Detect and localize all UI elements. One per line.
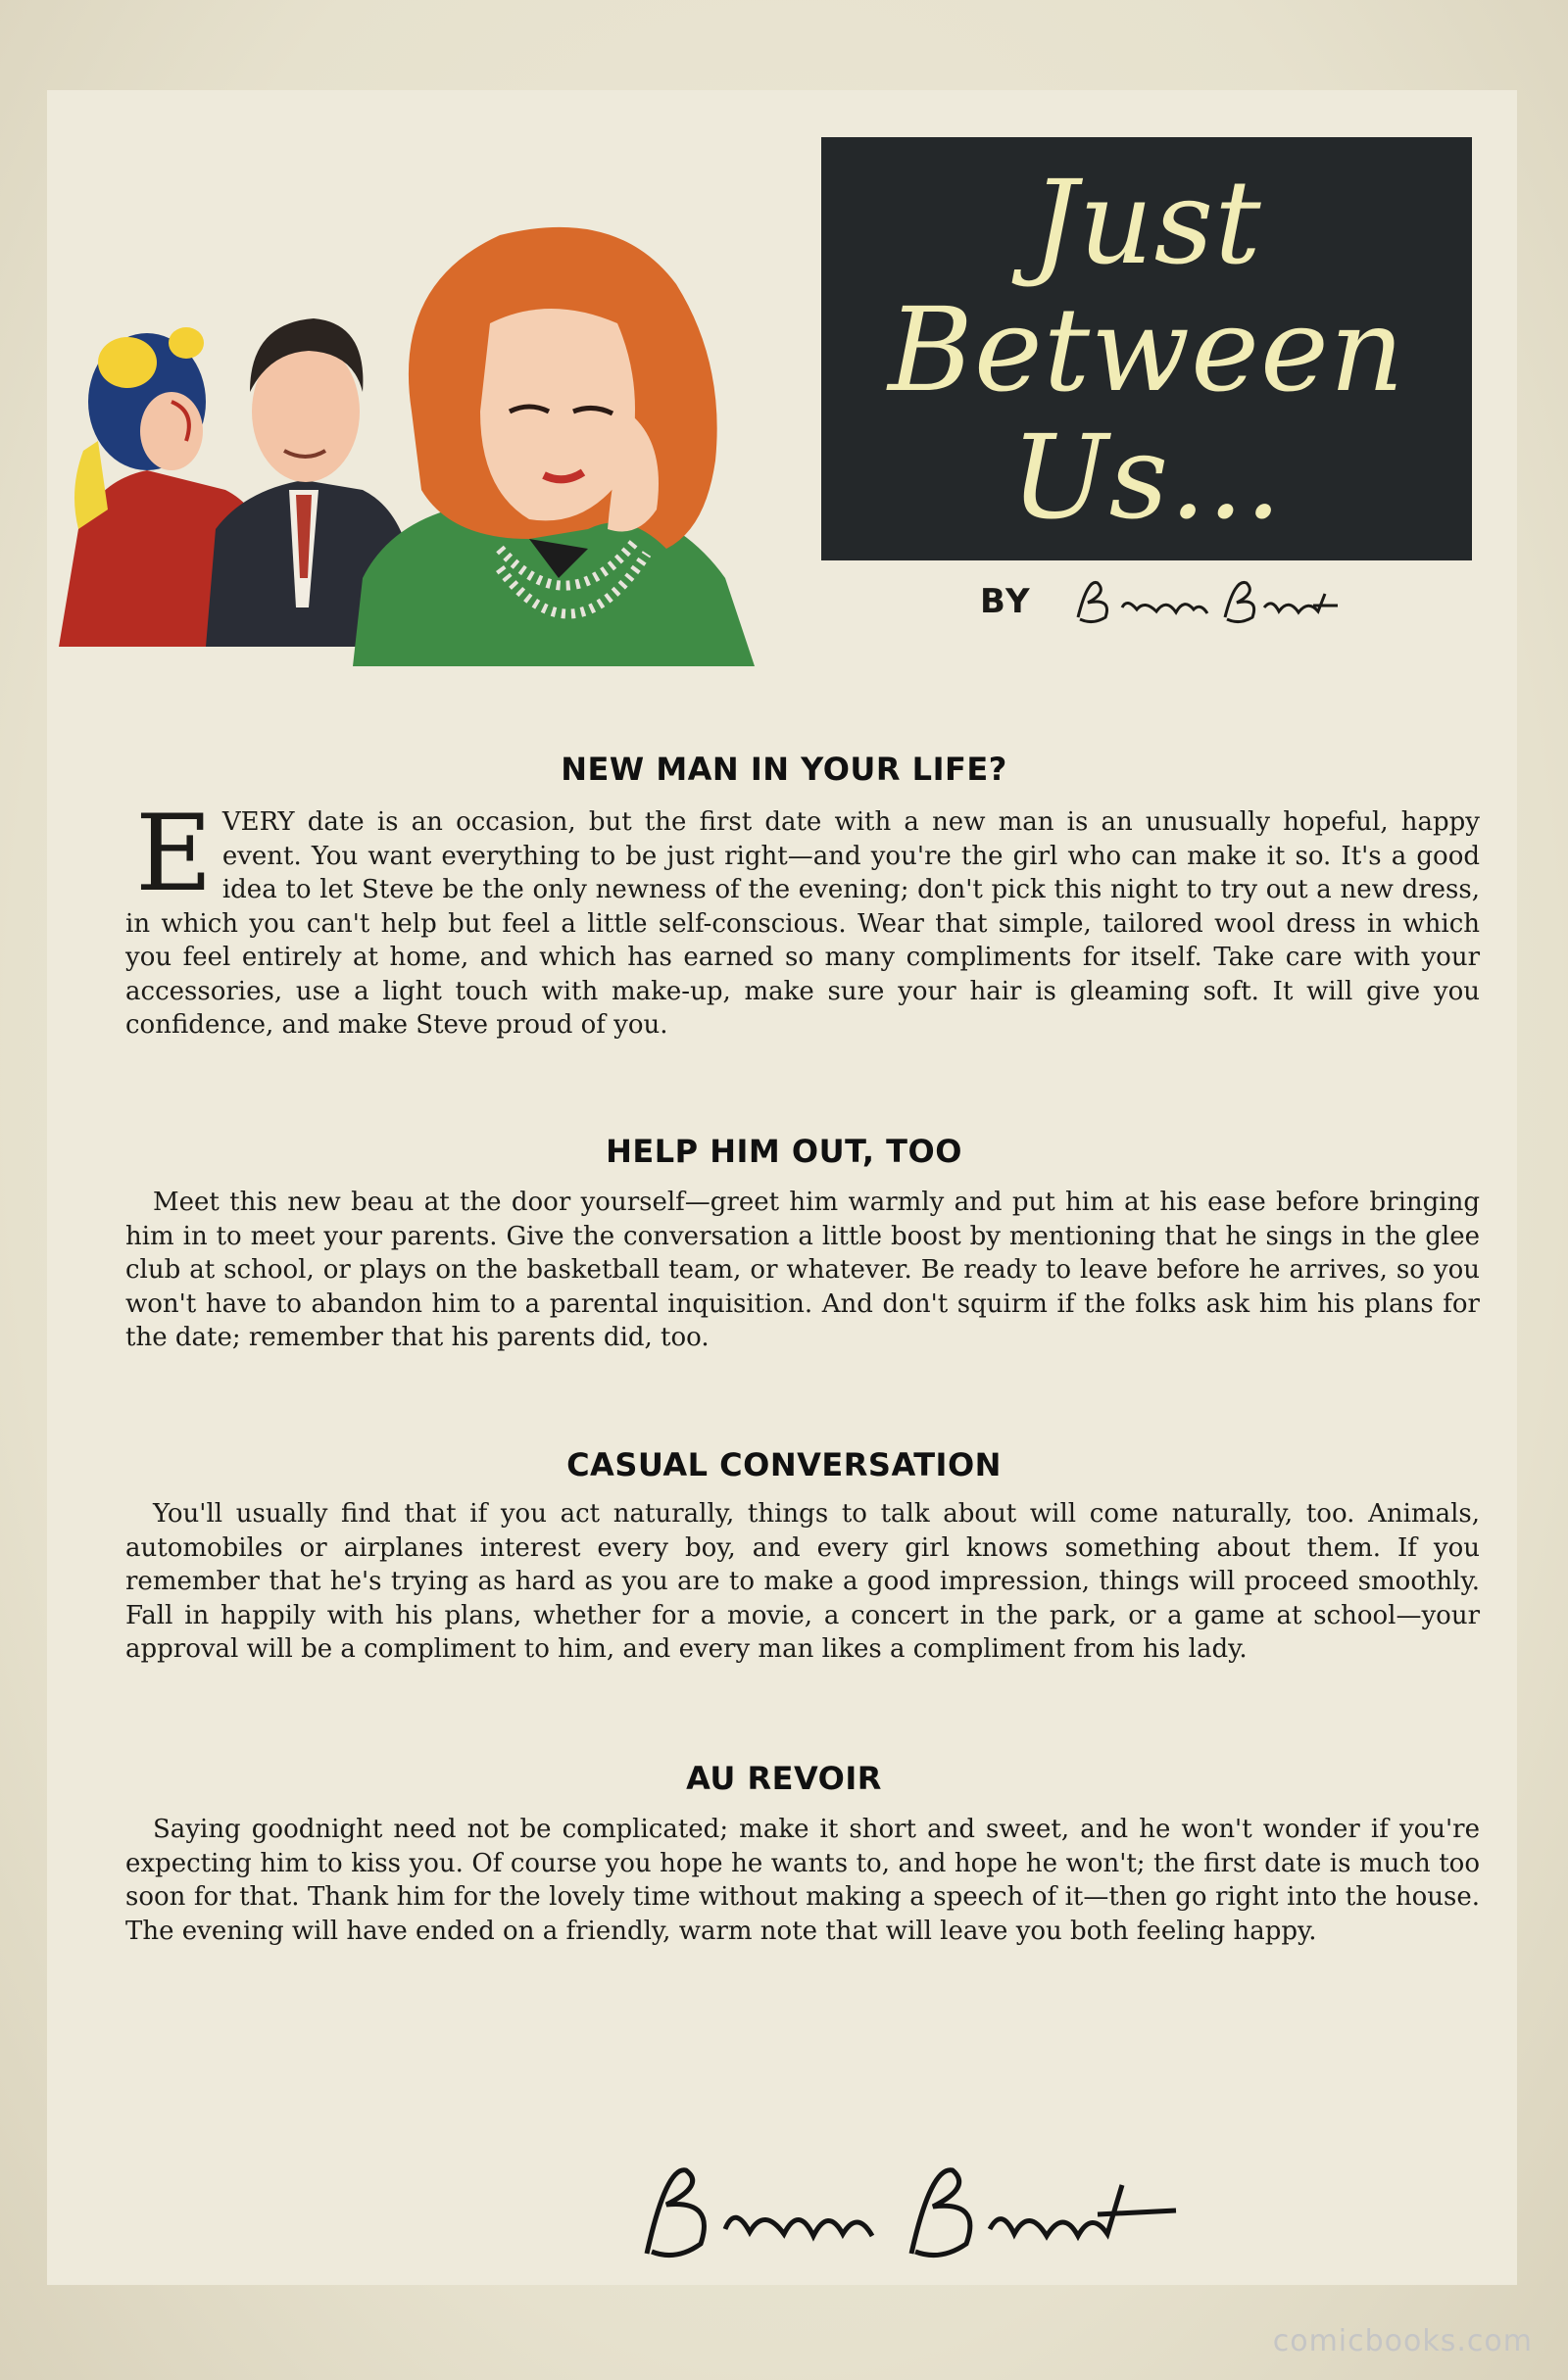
section-text: Saying goodnight need not be complicated; make it short and sweet, and he won't wonder if you're expecting him to kiss you. Of course you hope he wants to, and hope he won't; the first date is much too soon for that. Thank him for the lovely time without making a speech of it—then go right into the house. The evening will have ended on a friendly, warm note that will leave you both feeling happy. <box>125 1815 1480 1946</box>
section-new-man-body <box>125 793 1480 1043</box>
section-au-revoir-body <box>125 1813 1480 1948</box>
byline <box>980 568 1411 647</box>
title-box <box>821 137 1472 560</box>
title-line-1: Just <box>1031 155 1262 290</box>
byline-signature-image <box>1068 568 1392 637</box>
redhead-woman-illustration <box>353 227 755 666</box>
heading-au-revoir: AU REVOIR <box>686 1760 882 1797</box>
section-text: You'll usually find that if you act naturally, things to talk about will come naturally, too. Animals, automobiles or airplanes interest every boy, and every girl knows something about them. If you remember that he's trying as hard as you are to make a good impression, things will proceed smoothly. Fall in happily with his plans, whether for a movie, a concert in the park, or a game at school—your approval will be a compliment to him, and every man likes a compliment from his lady. <box>125 1499 1480 1664</box>
heading-new-man: NEW MAN IN YOUR LIFE? <box>561 751 1007 788</box>
title-line-3: Us... <box>1010 410 1283 545</box>
header-illustration <box>39 118 823 666</box>
section-help-him-body <box>125 1186 1480 1355</box>
heading-help-him: HELP HIM OUT, TOO <box>606 1133 962 1170</box>
heading-casual-conversation: CASUAL CONVERSATION <box>566 1446 1002 1483</box>
section-text: Meet this new beau at the door yourself—greet him warmly and put him at his ease before bringing him in to meet your parents. Give the conversation a little boost by mentioning that he sings in the glee club at school, or plays on the basketball team, or whatever. Be ready to leave before he arrives, so you won't have to abandon him to a parental inquisition. And don't squirm if the folks ask him his plans for the date; remember that his parents did, too. <box>125 1188 1480 1352</box>
byline-by: BY <box>980 582 1032 621</box>
section-text: VERY date is an occasion, but the first date with a new man is an unusually hopeful, happy event. You want everything to be just right—and you're the girl who can make it so. It's a good idea to let Steve be the only newness of the evening; don't pick this night to try out a new dress, in which you can't help but feel a little self-conscious. Wear that simple, tailored wool dress in which you feel entirely at home, and which has earned so many compliments for itself. Take care with your accessories, use a light touch with make-up, make sure your hair is gleaming soft. It will give you confidence, and make Steve proud of you. <box>125 807 1480 1040</box>
signature-image <box>627 2146 1254 2283</box>
watermark: comicbooks.com <box>1272 2324 1533 2358</box>
couple-illustration <box>59 318 412 647</box>
drop-cap: E <box>135 793 213 915</box>
title-line-2: Between <box>888 282 1405 417</box>
section-casual-conversation-body <box>125 1497 1480 1667</box>
